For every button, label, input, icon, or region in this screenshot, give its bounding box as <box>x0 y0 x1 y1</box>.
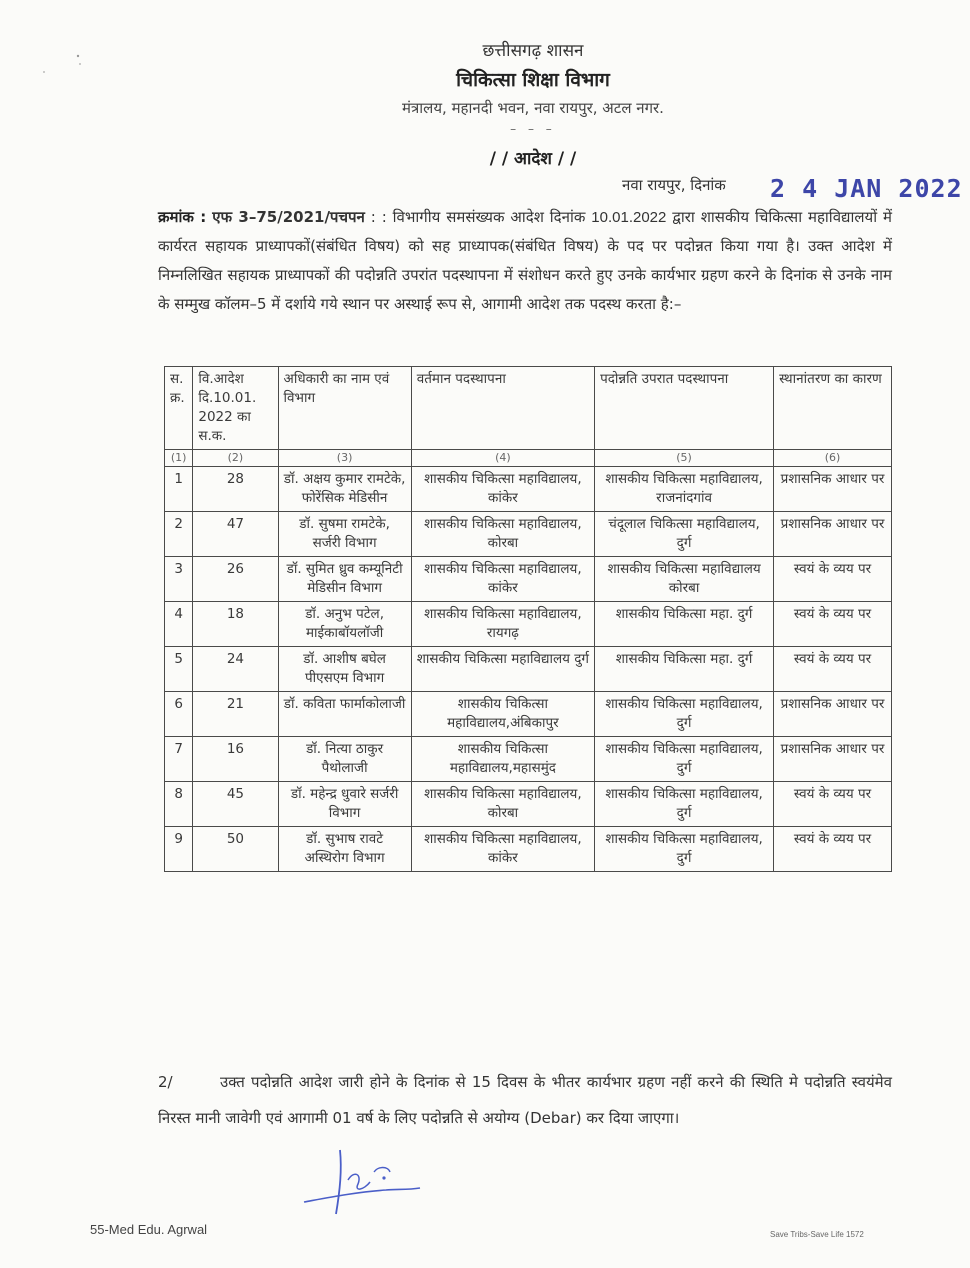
new-posting-cell: शासकीय चिकित्सा महाविद्यालय, दुर्ग <box>595 827 774 872</box>
transfer-reason-cell: स्वयं के व्यय पर <box>774 647 892 692</box>
new-posting-cell: शासकीय चिकित्सा महाविद्यालय, दुर्ग <box>595 737 774 782</box>
current-posting-cell: शासकीय चिकित्सा महाविद्यालय, रायगढ़ <box>411 602 594 647</box>
table-body <box>165 467 892 872</box>
serial-cell: 2 <box>165 512 193 557</box>
order-serial-cell: 16 <box>193 737 278 782</box>
current-posting-cell: शासकीय चिकित्सा महाविद्यालय,अंबिकापुर <box>411 692 594 737</box>
new-posting-cell: शासकीय चिकित्सा महाविद्यालय, दुर्ग <box>595 782 774 827</box>
current-posting-cell: शासकीय चिकित्सा महाविद्यालय, कांकेर <box>411 557 594 602</box>
column-number: (5) <box>595 450 774 467</box>
intro-text-a: : : विभागीय समसंख्यक आदेश दिनांक <box>364 208 592 226</box>
officer-name-cell: डॉ. नित्या ठाकुर पैथोलाजी <box>278 737 411 782</box>
header-officer-name: अधिकारी का नाम एवं विभाग <box>278 367 411 450</box>
posting-order-table <box>164 366 892 872</box>
table-row <box>165 602 892 647</box>
table-row <box>165 737 892 782</box>
order-title: / / आदेश / / <box>489 149 577 169</box>
officer-name-cell: डॉ. महेन्द्र धुवारे सर्जरी विभाग <box>278 782 411 827</box>
transfer-reason-cell: स्वयं के व्यय पर <box>774 557 892 602</box>
current-posting-cell: शासकीय चिकित्सा महाविद्यालय, कोरबा <box>411 512 594 557</box>
transfer-reason-cell: प्रशासनिक आधार पर <box>774 737 892 782</box>
order-serial-cell: 47 <box>193 512 278 557</box>
order-serial-cell: 18 <box>193 602 278 647</box>
current-posting-cell: शासकीय चिकित्सा महाविद्यालय,महासमुंद <box>411 737 594 782</box>
order-serial-cell: 24 <box>193 647 278 692</box>
serial-cell: 4 <box>165 602 193 647</box>
transfer-reason-cell: स्वयं के व्यय पर <box>774 827 892 872</box>
serial-cell: 3 <box>165 557 193 602</box>
handwritten-signature <box>296 1140 426 1220</box>
serial-cell: 8 <box>165 782 193 827</box>
column-number: (4) <box>411 450 594 467</box>
new-posting-cell: शासकीय चिकित्सा महाविद्यालय, राजनांदगांव <box>595 467 774 512</box>
officer-name-cell: डॉ. अनुभ पटेल, माईकाबॉयलॉजी <box>278 602 411 647</box>
header-current-posting: वर्तमान पदस्थापना <box>411 367 594 450</box>
intro-text-b: द्वारा शासकीय चिकित्सा महाविद्यालयों में कार्यरत सहायक प्राध्यापकों(संबंधित विषय) को सह प्राध्यापक(संबंधित विषय) के पद पर पदोन्नत किया गया है। उक्त आदेश में निम्नलिखित सहायक प्राध्यापकों की पदोन्नति उपरांत पदस्थापना में संशोधन करते हुए उनके कार्यभार ग्रहण करने के दिनांक से उनके नाम के सम्मुख कॉलम–5 में दर्शाये गये स्थान पर अस्थाई रूप से, आगामी आदेश तक पदस्थ करता है:– <box>158 208 893 313</box>
current-posting-cell: शासकीय चिकित्सा महाविद्यालय, कांकेर <box>411 467 594 512</box>
date-stamp: 2 4 JAN 2022 <box>770 174 963 203</box>
table-column-number-row <box>165 450 892 467</box>
paragraph-two <box>158 1064 892 1136</box>
table-row <box>165 827 892 872</box>
table-row <box>165 467 892 512</box>
transfer-reason-cell: प्रशासनिक आधार पर <box>774 467 892 512</box>
new-posting-cell: शासकीय चिकित्सा महा. दुर्ग <box>595 602 774 647</box>
place-date-label: नवा रायपुर, दिनांक <box>622 176 726 194</box>
officer-name-cell: डॉ. अक्षय कुमार रामटेके, फोरेंसिक मेडिसीन <box>278 467 411 512</box>
current-posting-cell: शासकीय चिकित्सा महाविद्यालय, कांकेर <box>411 827 594 872</box>
order-number-label: क्रमांक : <box>158 208 207 226</box>
order-intro-paragraph <box>158 203 892 319</box>
transfer-reason-cell: स्वयं के व्यय पर <box>774 602 892 647</box>
table-row <box>165 557 892 602</box>
header-serial: स. क्र. <box>165 367 193 450</box>
header-divider: – – – <box>510 122 556 136</box>
column-number: (3) <box>278 450 411 467</box>
table-row <box>165 512 892 557</box>
officer-name-cell: डॉ. आशीष बघेल पीएसएम विभाग <box>278 647 411 692</box>
column-number: (2) <box>193 450 278 467</box>
reference-date: 10.01.2022 <box>591 209 667 226</box>
order-serial-cell: 50 <box>193 827 278 872</box>
paragraph-number: 2/ <box>158 1073 173 1091</box>
officer-name-cell: डॉ. सुमित ध्रुव कम्यूनिटी मेडिसीन विभाग <box>278 557 411 602</box>
department-name: चिकित्सा शिक्षा विभाग <box>456 69 610 91</box>
officer-name-cell: डॉ. कविता फार्माकोलाजी <box>278 692 411 737</box>
order-serial-cell: 21 <box>193 692 278 737</box>
serial-cell: 1 <box>165 467 193 512</box>
header-order-serial: वि.आदेश दि.10.01. 2022 का स.क. <box>193 367 278 450</box>
order-serial-cell: 26 <box>193 557 278 602</box>
header-new-posting: पदोन्नति उपरात पदस्थापना <box>595 367 774 450</box>
current-posting-cell: शासकीय चिकित्सा महाविद्यालय दुर्ग <box>411 647 594 692</box>
serial-cell: 6 <box>165 692 193 737</box>
transfer-reason-cell: प्रशासनिक आधार पर <box>774 692 892 737</box>
current-posting-cell: शासकीय चिकित्सा महाविद्यालय, कोरबा <box>411 782 594 827</box>
new-posting-cell: शासकीय चिकित्सा महा. दुर्ग <box>595 647 774 692</box>
footer-file-reference: 55-Med Edu. Agrwal <box>90 1222 208 1237</box>
column-number: (6) <box>774 450 892 467</box>
footer-printer-note: Save Tribs-Save Life 1572 <box>770 1230 864 1239</box>
table-row <box>165 782 892 827</box>
order-serial-cell: 28 <box>193 467 278 512</box>
paragraph-two-text: उक्त पदोन्नति आदेश जारी होने के दिनांक से 15 दिवस के भीतर कार्यभार ग्रहण नहीं करने की स्थिति मे पदोन्नति स्वयंमेव निरस्त मानी जावेगी एवं आगामी 01 वर्ष के लिए पदोन्नति से अयोग्य (Debar) कर दिया जाएगा। <box>158 1073 892 1127</box>
serial-cell: 9 <box>165 827 193 872</box>
header-transfer-reason: स्थानांतरण का कारण <box>774 367 892 450</box>
table-header-row <box>165 367 892 450</box>
office-address: मंत्रालय, महानदी भवन, नवा रायपुर, अटल नगर. <box>402 99 664 117</box>
table-row <box>165 647 892 692</box>
new-posting-cell: शासकीय चिकित्सा महाविद्यालय कोरबा <box>595 557 774 602</box>
government-name: छत्तीसगढ़ शासन <box>482 41 584 61</box>
table-row <box>165 692 892 737</box>
transfer-reason-cell: स्वयं के व्यय पर <box>774 782 892 827</box>
column-number: (1) <box>165 450 193 467</box>
officer-name-cell: डॉ. सुषमा रामटेके, सर्जरी विभाग <box>278 512 411 557</box>
new-posting-cell: शासकीय चिकित्सा महाविद्यालय, दुर्ग <box>595 692 774 737</box>
transfer-reason-cell: प्रशासनिक आधार पर <box>774 512 892 557</box>
new-posting-cell: चंदूलाल चिकित्सा महाविद्यालय, दुर्ग <box>595 512 774 557</box>
serial-cell: 7 <box>165 737 193 782</box>
serial-cell: 5 <box>165 647 193 692</box>
officer-name-cell: डॉ. सुभाष रावटे अस्थिरोग विभाग <box>278 827 411 872</box>
order-serial-cell: 45 <box>193 782 278 827</box>
order-number: एफ 3–75/2021/पचपन <box>212 208 365 226</box>
